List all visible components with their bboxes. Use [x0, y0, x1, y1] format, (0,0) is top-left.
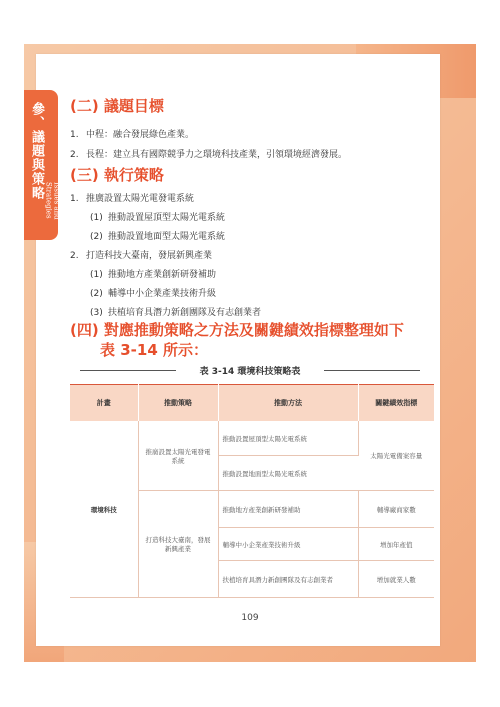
goal-item: 2. 長程：建立具有國際競爭力之環境科技產業，引領環境經濟發展。: [70, 150, 348, 160]
column-header: 關鍵績效指標: [358, 385, 434, 422]
table-caption: 表 3-14 環境科技策略表: [70, 364, 430, 377]
page-number: 109: [241, 613, 259, 623]
strategy-subitem: (1) 推動地方產業創新研發補助: [90, 270, 217, 280]
plan-cell: 環境科技: [70, 421, 138, 598]
strategy-subitem: (2) 輔導中小企業產業技術升級: [90, 289, 217, 299]
heading-strategy: (三) 執行策略: [70, 166, 164, 184]
heading-goal: (二) 議題目標: [70, 97, 164, 115]
chapter-english-title: Issues and Strategies: [44, 182, 61, 220]
table-row: [70, 421, 434, 456]
kpi-cell: 增加年產值: [358, 528, 434, 561]
strategy-cell: 打造科技大臺南，發展新興產業: [138, 491, 218, 598]
column-header: 推動策略: [138, 385, 218, 422]
strategy-subitem: (1) 推動設置屋頂型太陽光電系統: [90, 213, 226, 223]
strategy-subitem: (3) 扶植培育具潛力新創團隊及有志創業者: [90, 308, 262, 318]
chapter-title: 參、議題與策略: [29, 102, 44, 200]
kpi-cell: 太陽光電備案容量: [358, 421, 434, 491]
method-cell: 推動地方產業創新研發補助: [218, 491, 358, 528]
strategy-subitem: (2) 推動設置地面型太陽光電系統: [90, 232, 226, 242]
column-header: 推動方法: [218, 385, 358, 422]
heading-table-intro: (四) 對應推動策略之方法及關鍵績效指標整理如下 表 3-14 所示：: [70, 321, 404, 359]
chapter-side-tab: [24, 90, 61, 240]
strategy-cell: 推廣設置太陽光電發電系統: [138, 421, 218, 491]
kpi-cell: 輔導廠商家數: [358, 491, 434, 528]
method-cell: 推動設置屋頂型太陽光電系統: [218, 421, 358, 456]
main-content: [70, 96, 420, 359]
strategy-item: 1. 推廣設置太陽光電發電系統: [70, 194, 195, 204]
kpi-cell: 增加就業人數: [358, 561, 434, 598]
table-header-row: [70, 385, 434, 422]
column-header: 計畫: [70, 385, 138, 422]
goal-item: 1. 中程：融合發展綠色產業。: [70, 130, 195, 140]
strategy-item: 2. 打造科技大臺南，發展新興產業: [70, 251, 213, 261]
method-cell: 扶植培育具潛力新創團隊及有志創業者: [218, 561, 358, 598]
method-cell: 推動設置地面型太陽光電系統: [218, 456, 358, 491]
method-cell: 輔導中小企業產業技術升級: [218, 528, 358, 561]
strategy-table: [70, 384, 434, 598]
